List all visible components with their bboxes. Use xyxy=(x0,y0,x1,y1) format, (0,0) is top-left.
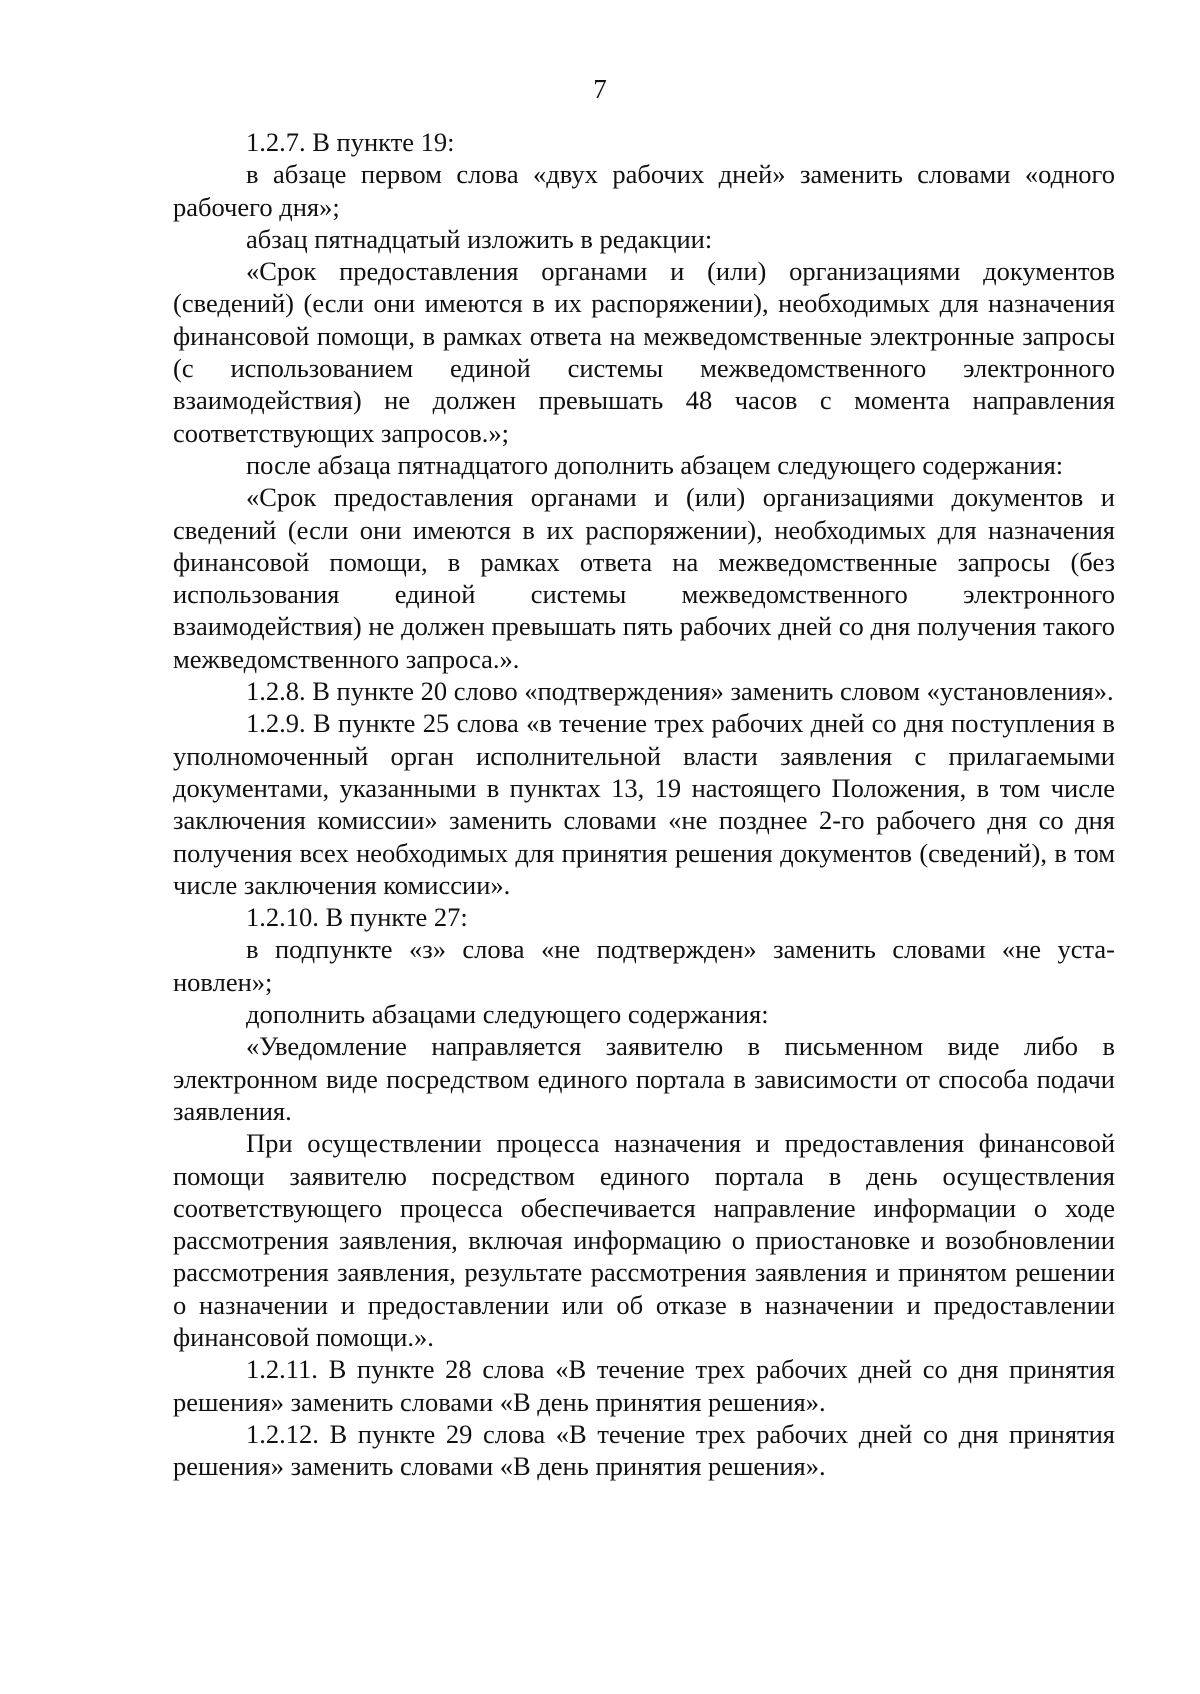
paragraph-1-2-7-heading: 1.2.7. В пункте 19: xyxy=(246,127,455,157)
paragraph-abzac-15-intro: абзац пятнадцатый изложить в редакции: xyxy=(246,223,713,254)
document-body xyxy=(173,126,1115,1482)
paragraph-1-2-12: 1.2.12. В пункте 29 слова «В течение трех рабочих дней со дня принятия решения» заменить словами «В день принятия решения». xyxy=(173,1418,1115,1482)
paragraph-after-abzac-15-intro: после абзаца пятнадцатого дополнить абзацем следующего содержания: xyxy=(246,449,1064,480)
paragraph-after-abzac-15-new-text: «Срок предоставления органами и (или) организациями документов и сведений (если они имеются в их распоряжении), необходимых для назначения финансовой помощи, в рамках ответа на межведомственные запросы (без использования единой системы межведомственного электронного взаимодействия) не должен превышать пять рабочих дней со дня получения такого межведомственного запроса.». xyxy=(173,482,1115,674)
paragraph-notification-text: «Уведомление направляется заявителю в письменном виде либо в электронном виде посредством единого портала в зависимости от способа подачи заявления. xyxy=(173,1031,1115,1126)
paragraph-subpoint-z-change: в подпункте «з» слова «не подтвержден» заменить словами «не установлен»; xyxy=(173,934,1115,997)
paragraph-abzac-15-new-text: «Срок предоставления органами и (или) организациями документов (сведений) (если они имеются в их распоряжении), необходимых для назначения финансовой помощи, в рамках ответа на межведомственные электронные запросы (с использованием единой системы межведомственного электронного взаимодействия) не должен превышать 48 часов с момента направления соответствующих запросов.»; xyxy=(173,256,1115,448)
paragraph-1-2-10-heading: 1.2.10. В пункте 27: xyxy=(246,902,468,933)
paragraph-first-abzac-change: в абзаце первом слова «двух рабочих дней» заменить словами «одного рабочего дня»; xyxy=(173,159,1115,222)
paragraph-add-abzacs-intro: дополнить абзацами следующего содержания: xyxy=(246,999,769,1030)
paragraph-1-2-11: 1.2.11. В пункте 28 слова «В течение трех рабочих дней со дня принятия решения» заменить словами «В день принятия решения». xyxy=(173,1354,1115,1417)
paragraph-1-2-8: 1.2.8. В пункте 20 слово «подтверждения» заменить словом «установления». xyxy=(246,676,1114,707)
page-number: 7 xyxy=(593,74,607,104)
paragraph-portal-process-text: При осуществлении процесса назначения и предоставления финансовой помощи заявителю посредством единого портала в день осуществления соответствующего процесса обеспечивается направление информации о ходе рассмотрения заявления, включая информацию о приостановке и возобновлении рассмотрения заявления, результате рассмотрения заявления и принятом решении о назначении и предоставлении или об отказе в назначении и предоставлении финансовой помощи.». xyxy=(173,1128,1115,1352)
paragraph-1-2-9: 1.2.9. В пункте 25 слова «в течение трех рабочих дней со дня поступления в уполномоченный орган исполнительной власти заявления с прилагаемыми документами, указанными в пунктах 13, 19 настоящего Положения, в том числе заключения комиссии» заменить словами «не позднее 2-го рабочего дня со дня получения всех необходимых для принятия решения документов (сведений), в том числе заключения комиссии». xyxy=(173,708,1115,900)
